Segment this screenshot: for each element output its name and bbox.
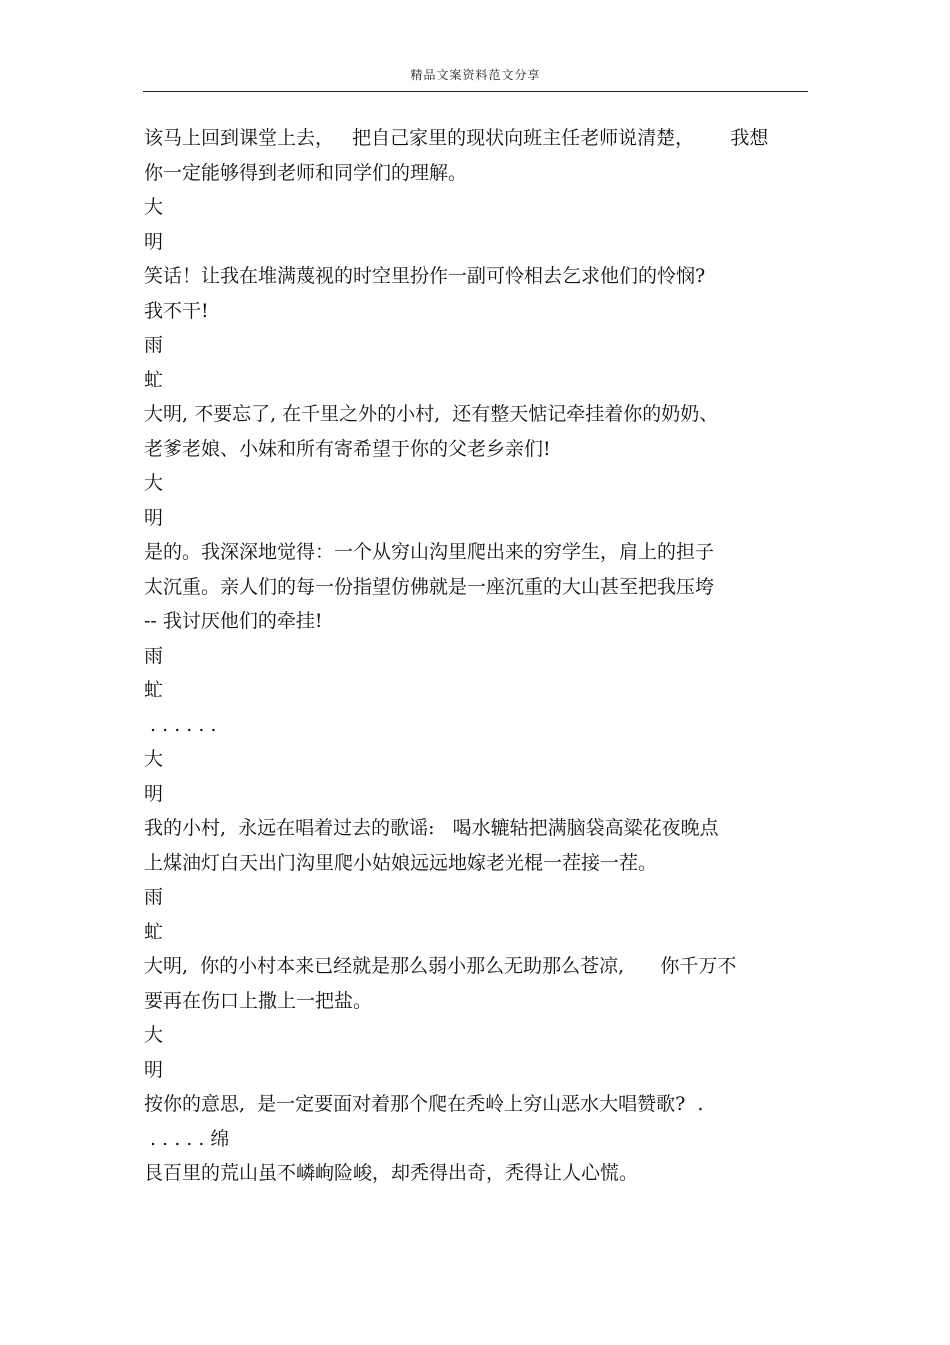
speaker-line: 大 [144, 1024, 164, 1046]
speaker-line: 明 [144, 506, 164, 529]
page-header: 精品文案资料范文分享 [410, 68, 541, 82]
text-line: 笑话！让我在堆满蔑视的时空里扮作一副可怜相去乞求他们的怜悯? [144, 265, 706, 287]
header-rule [143, 91, 808, 92]
text-line: -- 我讨厌他们的牵挂! [144, 610, 323, 632]
speaker-line: 明 [144, 1058, 164, 1081]
text-line: 太沉重。亲人们的每一份指望仿佛就是一座沉重的大山甚至把我压垮 [144, 575, 715, 598]
text-line: 我的小村, 永远在唱着过去的歌谣: 喝水辘轱把满脑袋高粱花夜晚点 [144, 817, 719, 839]
text-line: 我不干! [144, 299, 209, 322]
speaker-line: 大 [144, 196, 164, 218]
speaker-line: 明 [144, 230, 164, 253]
text-line: 上煤油灯白天出门沟里爬小姑娘远远地嫁老光棍一茬接一茬。 [144, 851, 658, 874]
speaker-line: 虻 [144, 920, 164, 943]
text-line: 艮百里的荒山虽不嶙峋险峻，却秃得出奇，秃得让人心慌。 [144, 1162, 639, 1184]
text-line: 大明, 你的小村本来已经就是那么弱小那么无助那么苍凉, 你千万不 [144, 955, 737, 977]
text-line: 是的。我深深地觉得：一个从穷山沟里爬出来的穷学生，肩上的担子 [144, 541, 715, 563]
text-line: 大明, 不要忘了, 在千里之外的小村, 还有整天惦记牵挂着你的奶奶、 [144, 403, 719, 425]
ellipsis-line: . . . . . . [144, 713, 217, 736]
text-line: . . . . . 绵 [144, 1127, 230, 1150]
speaker-line: 大 [144, 472, 164, 494]
speaker-line: 明 [144, 782, 164, 805]
text-line: 你一定能够得到老师和同学们的理解。 [144, 161, 468, 184]
body-text [144, 121, 814, 1191]
speaker-line: 虻 [144, 679, 164, 701]
speaker-line: 雨 [144, 886, 164, 908]
speaker-line: 雨 [144, 644, 164, 667]
text-line: 该马上回到课堂上去， 把自己家里的现状向班主任老师说清楚， 我想 [144, 127, 769, 149]
text-line: 要再在伤口上撒上一把盐。 [144, 989, 373, 1012]
speaker-line: 雨 [144, 334, 164, 356]
text-line: 按你的意思, 是一定要面对着那个爬在秃岭上穷山恶水大唱赞歌? . [144, 1093, 704, 1115]
text-line: 老爹老娘、小妹和所有寄希望于你的父老乡亲们! [144, 437, 551, 460]
speaker-line: 大 [144, 748, 164, 770]
speaker-line: 虻 [144, 368, 164, 391]
